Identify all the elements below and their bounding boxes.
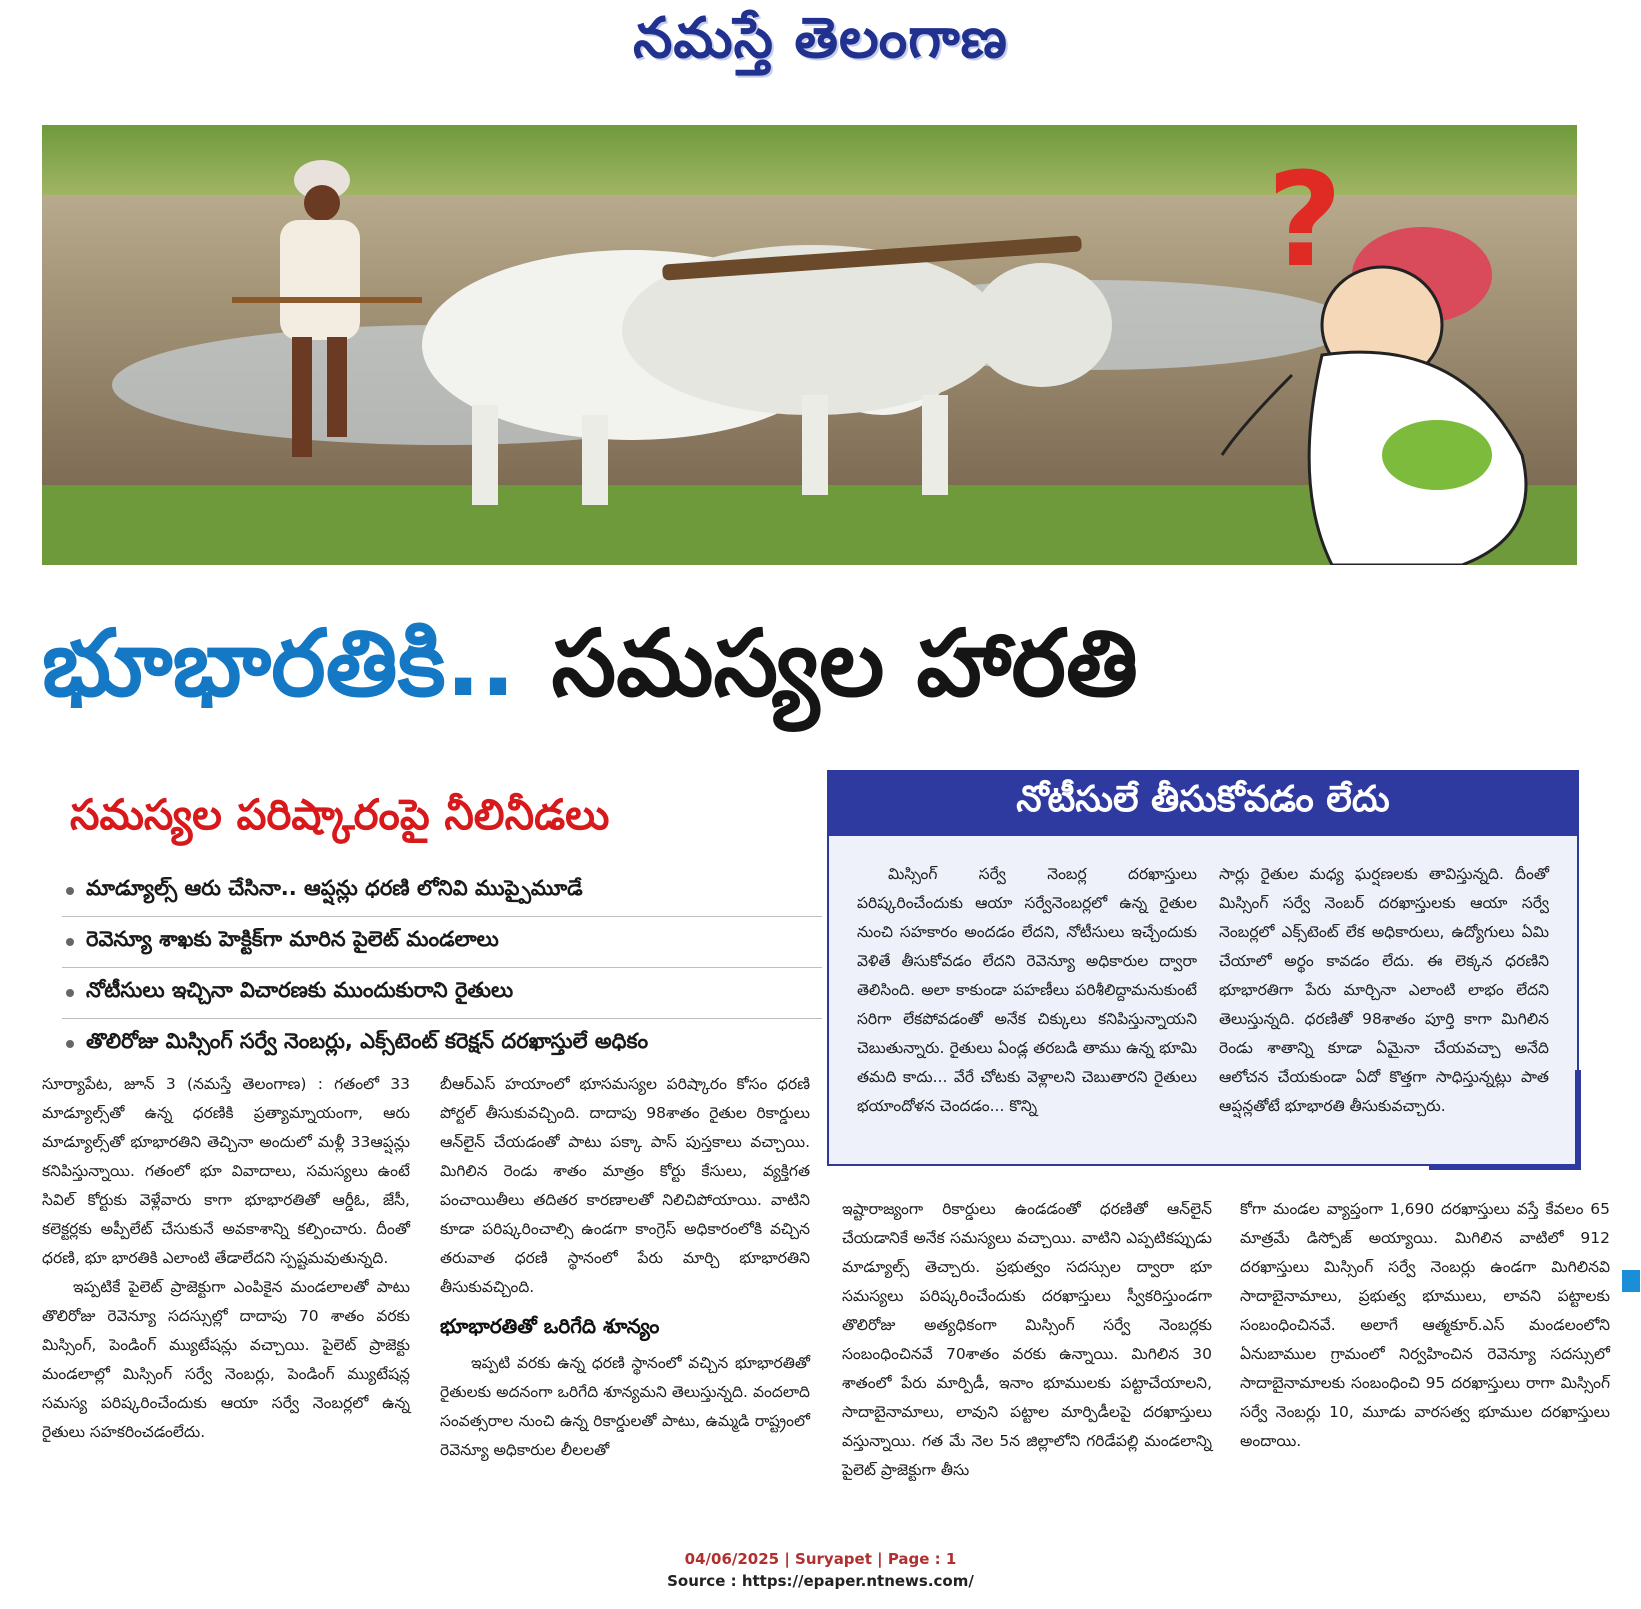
svg-text:?: ? [1267,144,1343,296]
bullet-dot-icon [66,938,74,946]
headline-part-2: సమస్యల హారతి [551,610,1138,717]
sidebar-paragraph: మిస్సింగ్ సర్వే నెంబర్ల దరఖాస్తులు పరిష్కరించేందుకు ఆయా సర్వేనెంబర్లలో ఉన్న రైతుల నుంచి సహకారం అందడం లేదని, నోటీసులు ఇచ్చేందుకు వెళితే తీసుకోవడం లేదని రెవెన్యూ అధికారుల ద్వారా తెలిసింది. అలా కాకుండా పహణీలు పరిశీలిద్దామనుకుంటే సరిగా లేకపోవడంతో అనేక చిక్కులు కనిపిస్తున్నాయని చెబుతున్నారు. రైతులు ఏండ్ల తరబడి తాము ఉన్న భూమి తమది కాదు... వేరే చోటకు వెళ్లాలని చెబుతారని రైతులు భయాందోళన చెందడం... కొన్ని [857,865,1197,1115]
masthead [0,5,1641,82]
article-column-1 [42,1070,410,1447]
main-headline [42,600,1602,750]
masthead-logo-text: నమస్తే తెలంగాణ [633,5,1008,71]
article-paragraph: కోగా మండల వ్యాప్తంగా 1,690 దరఖాస్తులు వస్తే కేవలం 65 మాత్రమే డిస్పోజ్ అయ్యాయి. మిగిలిన వాటిలో 912 దరఖాస్తులు మిస్సింగ్ సర్వే నెంబర్లు ఉండగా మిగిలినవి సాదాబైనామాలు, ప్రభుత్వ భూములు, లావని పట్టాలకు సంబంధించినవే. అలాగే ఆత్మకూర్.ఎస్ మండలంలోని ఏనుబాముల గ్రామంలో నిర్వహించిన రెవెన్యూ సదస్సులో సాదాబైనామాలకు సంబంధించి 95 దరఖాస్తులు రాగా మిస్సింగ్ సర్వే నెంబర్లు 10, మూడు వారసత్వ భూముల దరఖాస్తులు అందాయి. [1240,1200,1610,1450]
article-column-3 [842,1195,1212,1485]
highlight-item [62,917,822,968]
bullet-dot-icon [66,989,74,997]
sidebar-title: నోటీసులే తీసుకోవడం లేదు [829,772,1577,836]
sidebar-paragraph: సార్లు రైతుల మధ్య ఘర్షణలకు తావిస్తున్నది. దీంతో మిస్సింగ్ సర్వే నెంబర్ దరఖాస్తులకు ఆయా సర్వే నెంబర్లలో ఎక్స్‌టెంట్ లేక అధికారులు, ఉద్యోగులు ఏమి చేయాలో అర్థం కావడం లేదు. ఈ లెక్కన ధరణిని భూభారతిగా పేరు మార్చినా ఎలాంటి లాభం లేదని తెలుస్తున్నది. ధరణితో 98శాతం పూర్తి కాగా మిగిలిన రెండు శాతాన్ని కూడా ఏమైనా చేయవచ్చా అనేది ఆలోచన చేయకుండా ఏదో కొత్తగా సాధిస్తున్నట్లు పాత ఆప్షన్లతోటే భూభారతి తీసుకువచ్చారు. [1219,865,1549,1115]
highlight-item [62,968,822,1019]
article-column-2 [440,1070,810,1465]
highlight-text: నోటీసులు ఇచ్చినా విచారణకు ముందుకురాని రైతులు [86,978,514,1002]
highlight-text: తొలిరోజు మిస్సింగ్ సర్వే నెంబర్లు, ఎక్స్‌టెంట్ కరెక్షన్ దరఖాస్తులే అధికం [86,1029,649,1053]
lead-photo-illustration [42,125,1577,565]
farmer-ploughing-illustration [42,125,1577,565]
highlight-item [62,1019,822,1069]
article-paragraph: బీఆర్ఎస్ హయాంలో భూసమస్యల పరిష్కారం కోసం ధరణి పోర్టల్ తీసుకువచ్చింది. దాదాపు 98శాతం రైతుల రికార్డులు ఆన్‌లైన్ చేయడంతో పాటు పక్కా పాస్ పుస్తకాలు వచ్చాయి. మిగిలిన రెండు శాతం మాత్రం కోర్టు కేసులు, వ్యక్తిగత పంచాయితీలు తదితర కారణాలతో నిలిచిపోయాయి. వాటిని కూడా పరిష్కరించాల్సి ఉండగా కాంగ్రెస్ అధికారంలోకి వచ్చిన తరువాత ధరణి స్థానంలో పేరు మార్చి భూభారతిని తీసుకువచ్చింది. [440,1075,810,1296]
headline-part-1: భూభారతికి.. [42,610,516,717]
highlights-list [62,866,822,1069]
page-footer [0,1548,1641,1592]
bullet-dot-icon [66,887,74,895]
highlight-text: రెవెన్యూ శాఖకు హెక్టిక్‌గా మారిన పైలెట్ మండలాలు [86,927,499,951]
article-paragraph: సూర్యాపేట, జూన్ 3 (నమస్తే తెలంగాణ) : గతంలో 33 మాడ్యూల్స్‌తో ఉన్న ధరణికి ప్రత్యామ్నాయంగా, ఆరు మాడ్యూల్స్‌తో భూభారతిని తెచ్చినా అందులో మళ్లీ 33ఆప్షన్లు కనిపిస్తున్నాయి. గతంలో భూ వివాదాలు, సమస్యలు ఉంటే సివిల్ కోర్టుకు వెళ్లేవారు కాగా భూభారతితో ఆర్డీఓ, జేసీ, కలెక్టర్లకు అప్పీలేట్ చేసుకునే అవకాశాన్ని కల్పించారు. దీంతో ధరణి, భూ భారతికి ఎలాంటి తేడాలేదని స్పష్టమవుతున్నది. [42,1075,410,1267]
article-paragraph: ఇష్టారాజ్యంగా రికార్డులు ఉండడంతో ధరణితో ఆన్‌లైన్ చేయడానికే అనేక సమస్యలు వచ్చాయి. వాటిని ఎప్పటికప్పుడు మాడ్యూల్స్ తెచ్చారు. ప్రభుత్వం సదస్సుల ద్వారా భూ సమస్యలు పరిష్కరించేందుకు దరఖాస్తులు స్వీకరిస్తుండగా తొలిరోజు అత్యధికంగా మిస్సింగ్ సర్వే నెంబర్లకు సంబంధించినవే 70శాతం వరకు ఉన్నాయి. మిగిలిన 30 శాతంలో పేరు మార్పిడీ, ఇనాం భూములకు పట్టాచేయాలని, సాదాబైనామాలు, లావుని పట్టాల మార్పిడీలపై దరఖాస్తులు వస్తున్నాయి. గత మే నెల 5న జిల్లాలోని గరిడేపల్లి మండలాన్ని పైలెట్ ప్రాజెక్టుగా తీసు [842,1200,1212,1479]
page-edge-marker [1622,1270,1640,1292]
bullet-dot-icon [66,1040,74,1048]
sidebar-column-1 [857,860,1197,1121]
section-heading: భూభారతితో ఒరిగేది శూన్యం [440,1314,660,1338]
highlight-text: మాడ్యూల్స్ ఆరు చేసినా.. ఆప్షన్లు ధరణి లోనివి ముప్పైమూడే [86,876,583,900]
article-paragraph: ఇప్పటి వరకు ఉన్న ధరణి స్థానంలో వచ్చిన భూభారతితో రైతులకు అదనంగా ఒరిగేది శూన్యమని తెలుస్తున్నది. వందలాది సంవత్సరాల నుంచి ఉన్న రికార్డులతో పాటు, ఉమ్మడి రాష్ట్రంలో రెవెన్యూ అధికారుల లీలలతో [440,1354,810,1459]
subheadline: సమస్యల పరిష్కారంపై నీలినీడలు [70,790,610,839]
footer-source-link[interactable]: Source : https://epaper.ntnews.com/ [667,1572,974,1590]
article-column-4 [1240,1195,1610,1456]
footer-edition-info: 04/06/2025 | Suryapet | Page : 1 [684,1550,957,1568]
article-paragraph: ఇప్పటికే పైలెట్ ప్రాజెక్టుగా ఎంపికైన మండలాలతో పాటు తొలిరోజు రెవెన్యూ సదస్సుల్లో దాదాపు 70 శాతం వరకు మిస్సింగ్, పెండింగ్ మ్యుటేషన్లు వచ్చాయి. పైలెట్ ప్రాజెక్టు మండలాల్లో మిస్సింగ్ సర్వే నెంబర్లు, పెండింగ్ మ్యుటేషన్ల సమస్య పరిష్కరించేందుకు ఆయా సర్వే నెంబర్లలో ఉన్న రైతులు సహకరించడంలేదు. [42,1278,410,1441]
sidebar-corner-accent [1429,1070,1581,1170]
highlight-item [62,866,822,917]
